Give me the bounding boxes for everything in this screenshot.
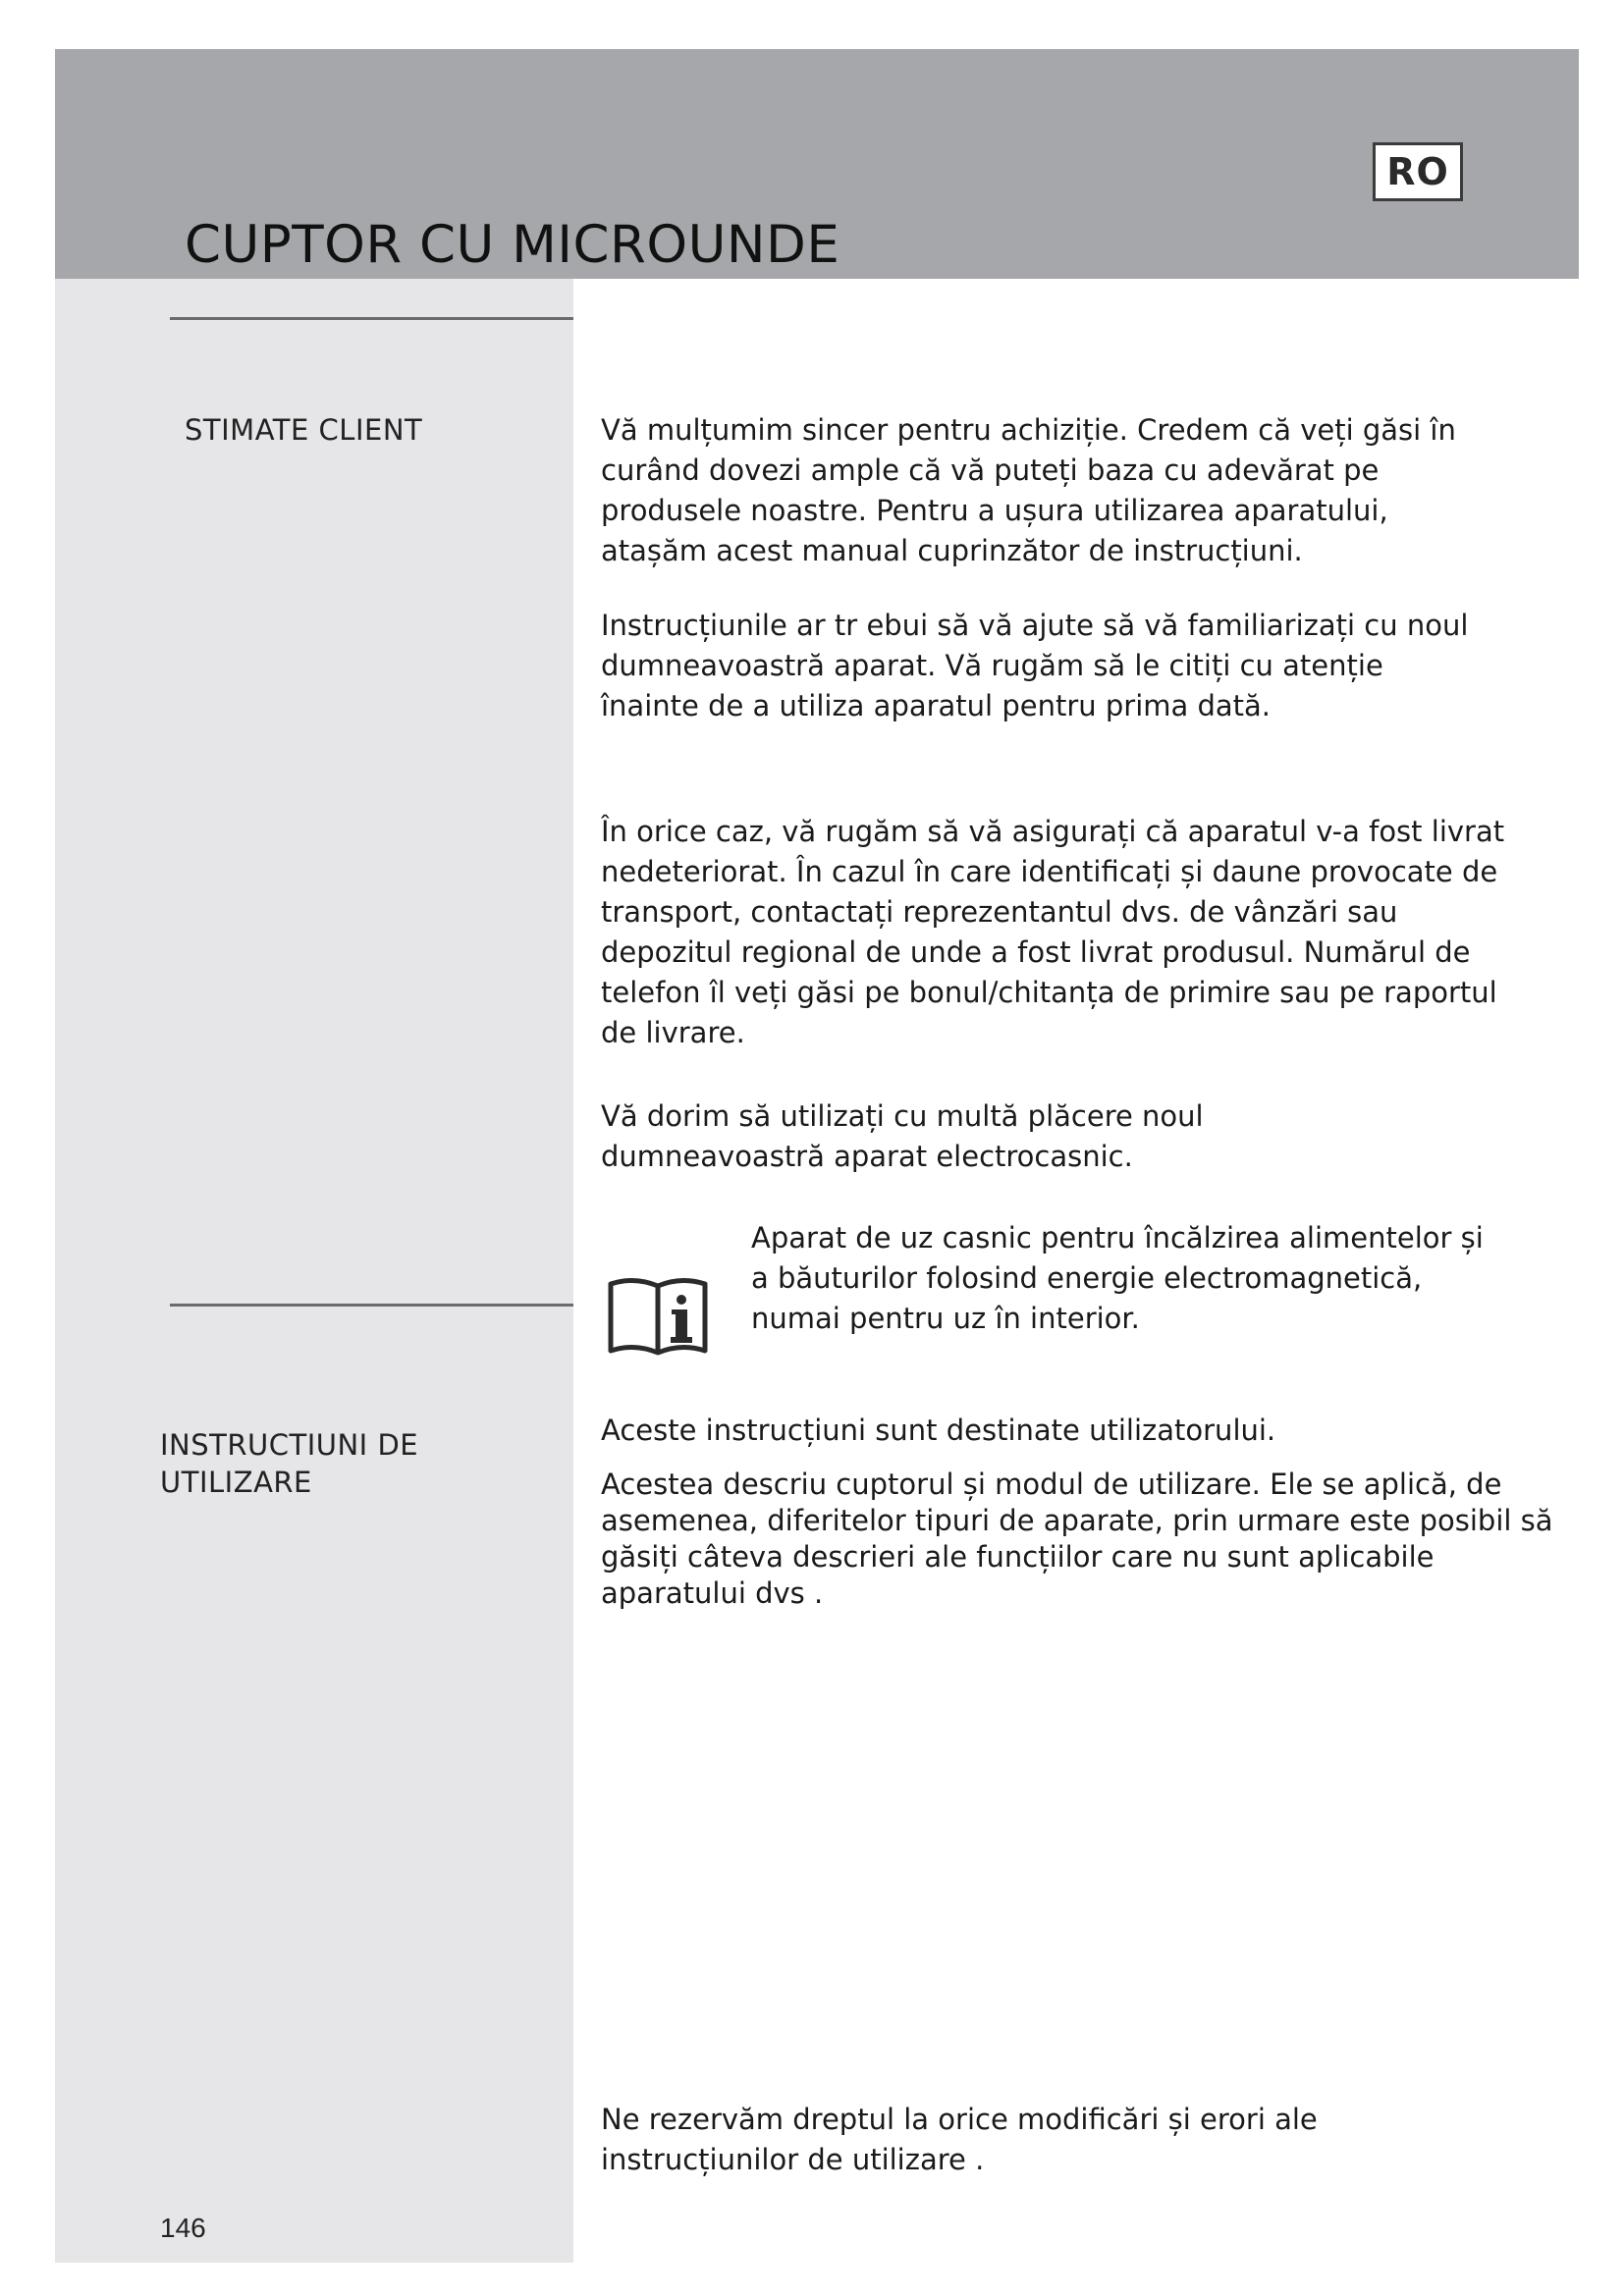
section-divider-top	[170, 317, 573, 320]
disclaimer: Ne rezervăm dreptul la orice modificări și erori ale instrucțiunilor de utilizare .	[601, 2103, 1318, 2176]
language-badge: RO	[1373, 142, 1463, 201]
dear-customer-heading: STIMATE CLIENT	[185, 413, 423, 447]
wishes-paragraph: Vă dorim să utilizați cu multă plăcere noul dumneavoastră aparat electrocasnic.	[601, 1099, 1204, 1173]
page-number: 146	[160, 2213, 206, 2243]
familiarize-paragraph: Instrucțiunile ar tr ebui să vă ajute să vă familiarizați cu noul dumneavoastră aparat. Vă rugăm să le citiți cu atenție înainte de a utiliza aparatul pentru prima dată.	[601, 609, 1469, 722]
delivery-paragraph: În orice caz, vă rugăm să vă asigurați că aparatul v-a fost livrat nedeteriorat. În cazul în care identificați și daune provocate de transport, contactați reprezentantul dvs. de vânzări sau depozitul regional de unde a fost livrat produsul. Numărul de telefon îl veți găsi pe bonul/chitanța de primire sau pe raportul de livrare.	[601, 815, 1505, 1049]
intro-paragraph: Vă mulțumim sincer pentru achiziție. Credem că veți găsi în curând dovezi ample că vă puteți baza cu adevărat pe produsele noastre. Pentru a ușura utilizarea aparatului, atașăm acest manual cuprinzător de instrucțiuni.	[601, 413, 1456, 567]
info-note: Aparat de uz casnic pentru încălzirea alimentelor și a băuturilor folosind energie electromagnetică, numai pentru uz în interior.	[751, 1221, 1484, 1335]
info-book-icon	[603, 1272, 713, 1357]
instructions-intro: Aceste instrucțiuni sunt destinate utilizatorului.	[601, 1414, 1276, 1447]
side-column	[55, 279, 573, 2263]
instructions-heading-line2: UTILIZARE	[160, 1466, 312, 1499]
page-title: CUPTOR CU MICROUNDE	[185, 215, 840, 275]
instructions-heading-line1: INSTRUCTIUNI DE	[160, 1428, 419, 1462]
section-divider-middle	[170, 1304, 573, 1307]
instructions-description: Acestea descriu cuptorul și modul de utilizare. Ele se aplică, de asemenea, diferitelor tipuri de aparate, prin urmare este posibil să găsiți câteva descrieri ale funcțiilor care nu sunt aplicabile aparatului dvs .	[601, 1468, 1553, 1610]
